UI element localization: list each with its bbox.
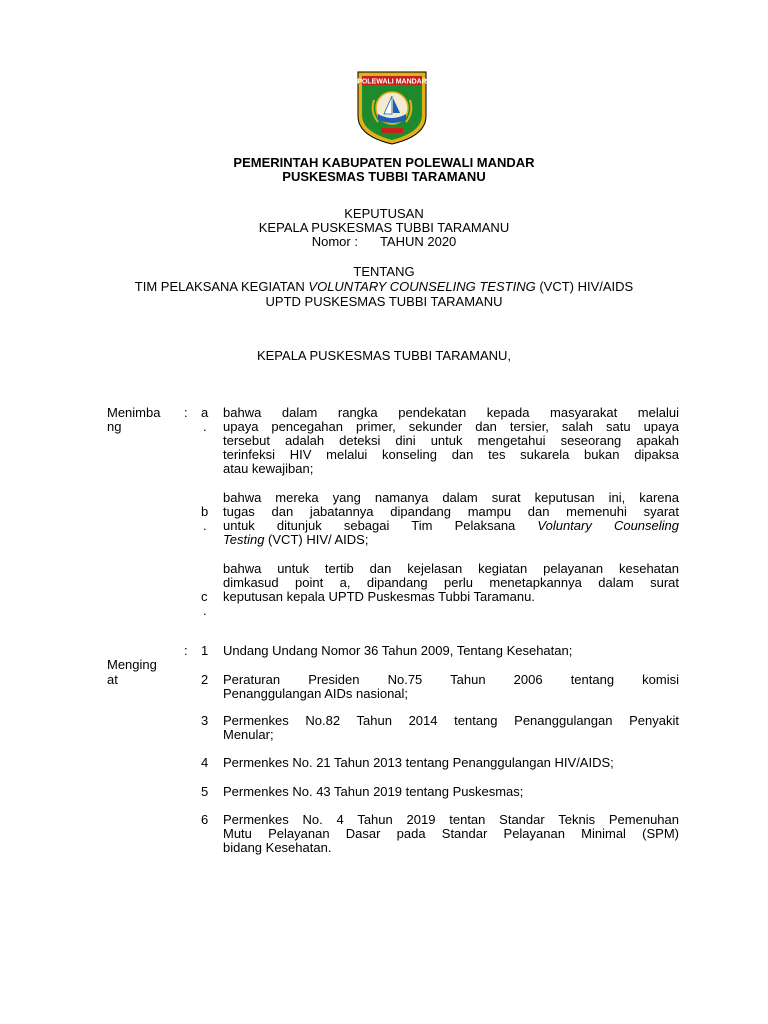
mengingat-number: 6 bbox=[201, 812, 209, 827]
menimbang-a-line: upaya pencegahan primer, sekunder dan tersier, salah satu upaya bbox=[223, 419, 679, 434]
menimbang-marker-c-dot: . bbox=[203, 603, 207, 618]
mengingat-item-line: Peraturan Presiden No.75 Tahun 2006 tentang komisi bbox=[223, 672, 679, 687]
mengingat-number: 5 bbox=[201, 784, 209, 799]
decree-subject bbox=[0, 280, 768, 294]
mengingat-colon: : bbox=[184, 643, 188, 658]
menimbang-marker-b: b bbox=[201, 504, 209, 519]
mengingat-item-line: Permenkes No. 43 Tahun 2019 tentang Puskesmas; bbox=[223, 784, 524, 799]
menimbang-a-line: terinfeksi HIV melalui konseling dan tes sukarela bukan dipaksa bbox=[223, 447, 679, 462]
mengingat-item-line: bidang Kesehatan. bbox=[223, 840, 332, 855]
mengingat-number: 1 bbox=[201, 643, 209, 658]
mengingat-number: 4 bbox=[201, 755, 209, 770]
menimbang-marker-b-dot: . bbox=[203, 518, 207, 533]
menimbang-b-italic: Testing bbox=[223, 532, 265, 547]
decree-subject-line2: UPTD PUSKESMAS TUBBI TARAMANU bbox=[265, 294, 503, 309]
decree-year: TAHUN 2020 bbox=[379, 234, 457, 249]
decree-title: KEPUTUSAN bbox=[344, 206, 424, 221]
subject-suffix-text: (VCT) HIV/AIDS bbox=[535, 279, 634, 294]
emblem-banner-text: POLEWALI MANDAR bbox=[357, 78, 427, 86]
menimbang-a-line: atau kewajiban; bbox=[223, 461, 314, 476]
menimbang-b-line bbox=[223, 519, 679, 533]
menimbang-b-italic: Voluntary Counseling bbox=[537, 518, 680, 533]
menimbang-c-line: keputusan kepala UPTD Puskesmas Tubbi Taramanu. bbox=[223, 589, 535, 604]
menimbang-colon: : bbox=[184, 405, 188, 420]
menimbang-label-1: Menimba bbox=[107, 405, 161, 420]
menimbang-marker-a-dot: . bbox=[203, 419, 207, 434]
mengingat-number: 3 bbox=[201, 713, 209, 728]
mengingat-item-line: Undang Undang Nomor 36 Tahun 2009, Tentang Kesehatan; bbox=[223, 643, 573, 658]
subject-italic-text: VOLUNTARY COUNSELING TESTING bbox=[308, 279, 536, 294]
mengingat-number: 2 bbox=[201, 672, 209, 687]
polewali-mandar-emblem bbox=[354, 70, 430, 146]
mengingat-label-1: Menging bbox=[107, 657, 157, 672]
decree-head-line: KEPALA PUSKESMAS TUBBI TARAMANU, bbox=[256, 348, 512, 363]
decree-issuer: KEPALA PUSKESMAS TUBBI TARAMANU bbox=[258, 220, 510, 235]
mengingat-label-2: at bbox=[107, 672, 118, 687]
about-label: TENTANG bbox=[353, 264, 415, 279]
decree-number bbox=[0, 235, 768, 249]
government-name: PEMERINTAH KABUPATEN POLEWALI MANDAR bbox=[233, 155, 535, 170]
mengingat-item-line: Mutu Pelayanan Dasar pada Standar Pelayanan Minimal (SPM) bbox=[223, 826, 679, 841]
menimbang-a-line: tersebut adalah deteksi dini untuk mengetahui seseorang apakah bbox=[223, 433, 679, 448]
subject-text: TIM PELAKSANA KEGIATAN bbox=[134, 279, 309, 294]
menimbang-b-line bbox=[223, 533, 679, 547]
menimbang-b-line: tugas dan jabatannya dipandang mampu dan memenuhi syarat bbox=[223, 504, 679, 519]
mengingat-item-line: Permenkes No. 21 Tahun 2013 tentang Penanggulangan HIV/AIDS; bbox=[223, 755, 614, 770]
mengingat-item-line: Permenkes No. 4 Tahun 2019 tentan Standar Teknis Pemenuhan bbox=[223, 812, 679, 827]
menimbang-marker-a: a bbox=[201, 405, 209, 420]
mengingat-item-line: Menular; bbox=[223, 727, 274, 742]
mengingat-item-line: Permenkes No.82 Tahun 2014 tentang Penanggulangan Penyakit bbox=[223, 713, 679, 728]
menimbang-b-text: untuk ditunjuk sebagai Tim Pelaksana bbox=[223, 518, 538, 533]
menimbang-c-line: dimkasud point a, dipandang perlu menetapkannya dalam surat bbox=[223, 575, 679, 590]
number-label: Nomor : bbox=[311, 234, 358, 249]
mengingat-item-line: Penanggulangan AIDs nasional; bbox=[223, 686, 409, 701]
menimbang-c-line: bahwa untuk tertib dan kejelasan kegiatan pelayanan kesehatan bbox=[223, 561, 679, 576]
menimbang-a-line: bahwa dalam rangka pendekatan kepada masyarakat melalui bbox=[223, 405, 679, 420]
institution-name: PUSKESMAS TUBBI TARAMANU bbox=[282, 169, 486, 184]
menimbang-b-text: (VCT) HIV/ AIDS; bbox=[264, 532, 369, 547]
menimbang-label-2: ng bbox=[107, 419, 122, 434]
menimbang-b-line: bahwa mereka yang namanya dalam surat keputusan ini, karena bbox=[223, 490, 679, 505]
menimbang-marker-c: c bbox=[201, 589, 208, 604]
